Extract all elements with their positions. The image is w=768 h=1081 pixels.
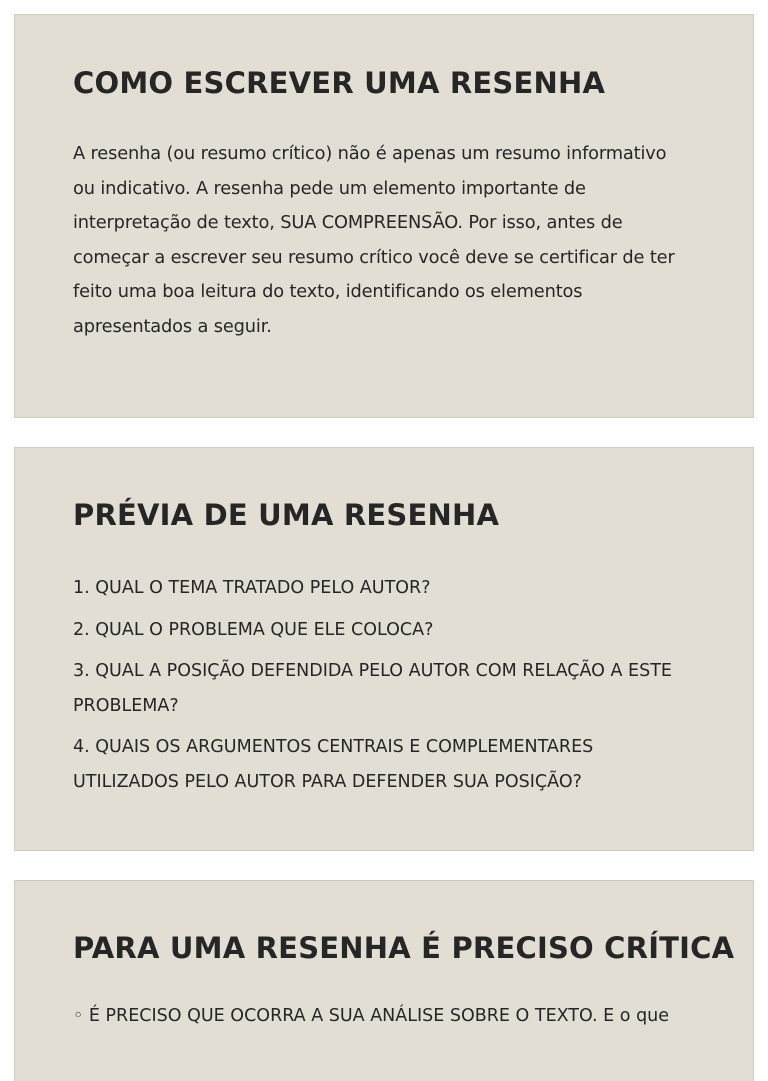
slide-body-text: ◦ É PRECISO QUE OCORRA A SUA ANÁLISE SOBRE O TEXTO. E o que	[73, 1006, 670, 1026]
question-item: 3. QUAL A POSIÇÃO DEFENDIDA PELO AUTOR COM RELAÇÃO A ESTE PROBLEMA?	[73, 661, 672, 716]
slide-critica	[15, 881, 753, 1081]
question-list	[73, 571, 683, 806]
slide-title: COMO ESCREVER UMA RESENHA	[73, 66, 606, 100]
slide-body-text: A resenha (ou resumo crítico) não é apenas um resumo informativo ou indicativo. A resenha pede um elemento importante de interpretação de texto, SUA COMPREENSÃO. Por isso, antes de começar a escrever seu resumo crítico você deve se certificar de ter feito uma boa leitura do texto, identificando os elementos apresentados a seguir.	[73, 143, 675, 337]
slide-title: PRÉVIA DE UMA RESENHA	[73, 498, 500, 532]
question-item: 1. QUAL O TEMA TRATADO PELO AUTOR?	[73, 578, 431, 598]
slide-previa	[15, 448, 753, 850]
question-item: 2. QUAL O PROBLEMA QUE ELE COLOCA?	[73, 619, 434, 640]
question-item: 4. QUAIS OS ARGUMENTOS CENTRAIS E COMPLEMENTARES UTILIZADOS PELO AUTOR PARA DEFENDER SUA POSIÇÃO?	[73, 737, 594, 792]
slide-como-escrever	[15, 15, 753, 417]
slide-title: PARA UMA RESENHA É PRECISO CRÍTICA	[73, 931, 735, 965]
